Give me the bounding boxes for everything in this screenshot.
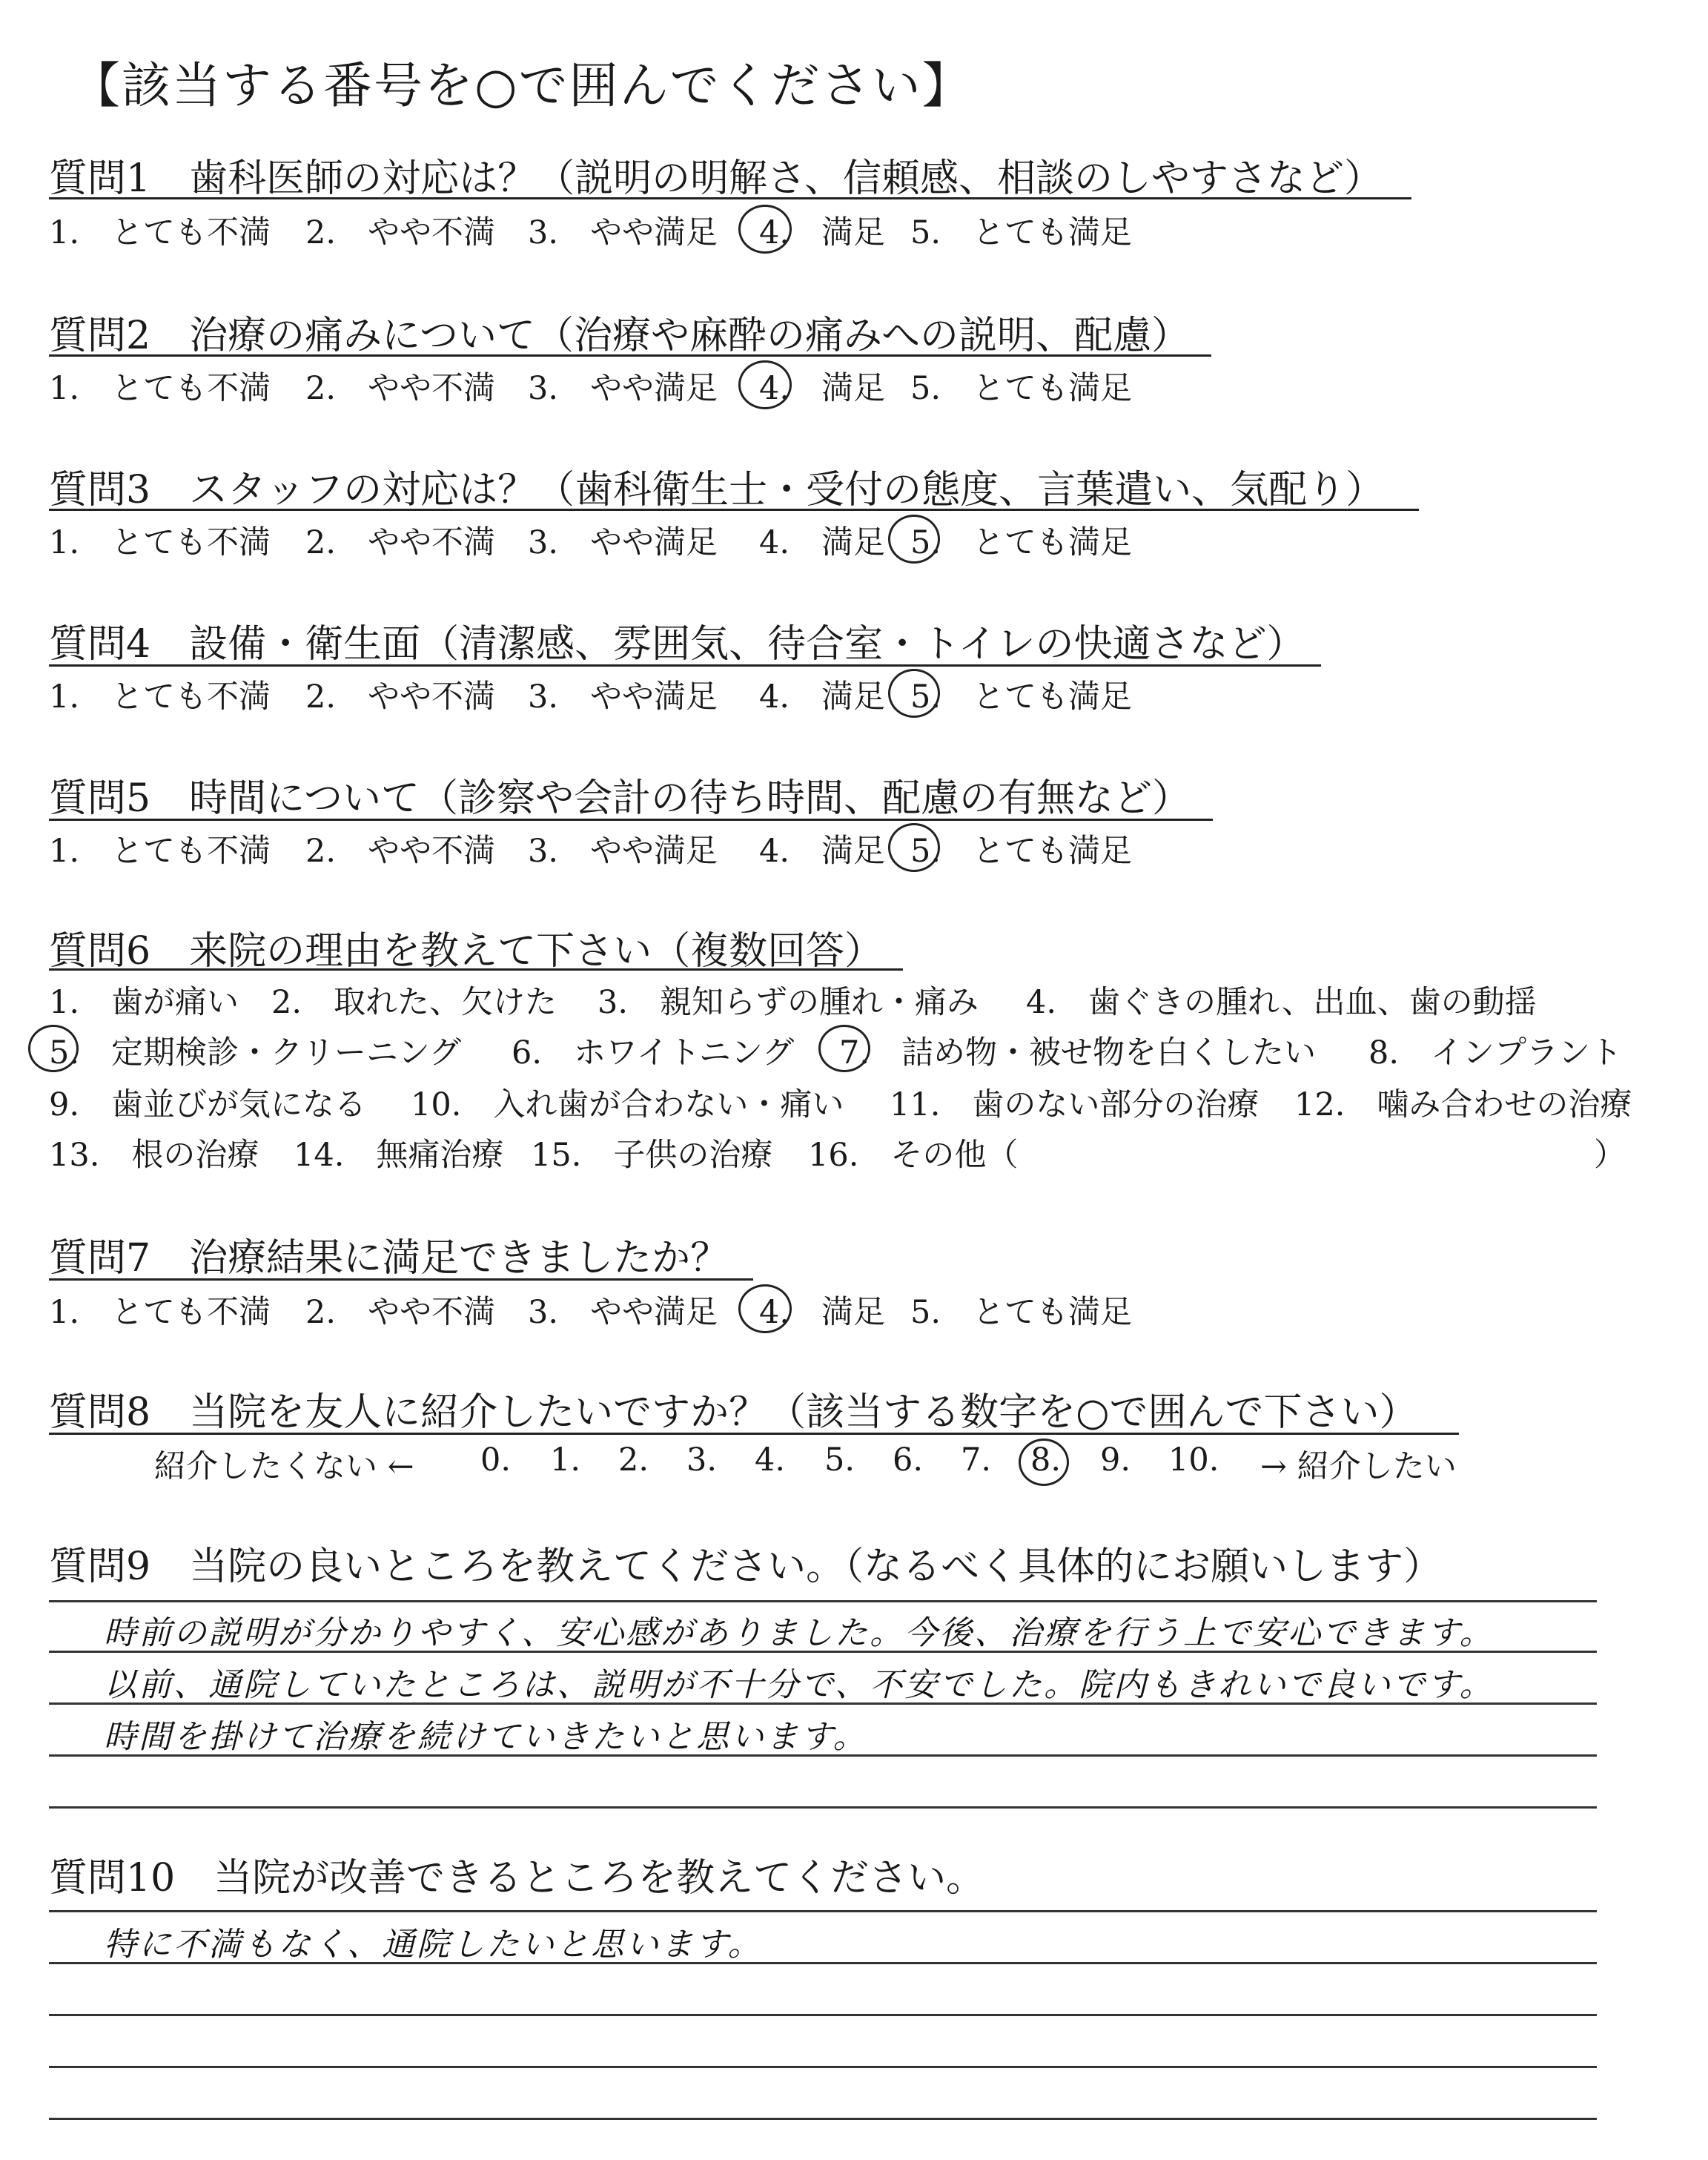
q3-option-3[interactable]: 3. やや満足	[528, 524, 718, 561]
q6-option-15[interactable]: 15. 子供の治療	[531, 1137, 773, 1174]
q8-left-label: 紹介したくない ←	[154, 1448, 414, 1485]
q7-option-5[interactable]: 5. とても満足	[910, 1294, 1133, 1331]
q4-option-2[interactable]: 2. やや不満	[305, 678, 496, 716]
q9-answer-line	[49, 1651, 1597, 1653]
q8-option-5[interactable]: 5.	[824, 1441, 855, 1479]
q8-option-7[interactable]: 7.	[961, 1441, 992, 1479]
q1-option-4[interactable]: 4. 満足	[759, 214, 886, 251]
q6-option-6[interactable]: 6. ホワイトニング	[512, 1034, 795, 1071]
question-7-underline	[49, 1278, 753, 1281]
q8-option-6[interactable]: 6.	[893, 1441, 924, 1479]
q6-option-1[interactable]: 1. 歯が痛い	[49, 984, 239, 1021]
q6-option-16[interactable]: 16. その他（	[808, 1137, 1019, 1174]
question-8-underline	[49, 1433, 1459, 1435]
q7-option-2[interactable]: 2. やや不満	[305, 1294, 496, 1331]
q10-answer-line	[49, 1962, 1597, 1964]
q2-option-5[interactable]: 5. とても満足	[910, 370, 1133, 407]
q8-option-1[interactable]: 1.	[550, 1441, 581, 1479]
q8-option-4[interactable]: 4.	[755, 1441, 786, 1479]
q5-option-2[interactable]: 2. やや不満	[305, 833, 496, 870]
q9-answer-line	[49, 1702, 1597, 1705]
q5-option-3[interactable]: 3. やや満足	[528, 833, 718, 870]
q3-option-1[interactable]: 1. とても不満	[49, 524, 271, 561]
q2-option-2[interactable]: 2. やや不満	[305, 370, 496, 407]
q7-option-1[interactable]: 1. とても不満	[49, 1294, 271, 1331]
q7-option-4[interactable]: 4. 満足	[759, 1294, 886, 1331]
q6-option-11[interactable]: 11. 歯のない部分の治療	[890, 1086, 1260, 1123]
q4-option-3[interactable]: 3. やや満足	[528, 678, 718, 716]
q10-answer-line	[49, 1910, 1597, 1912]
question-1-title: 質問1 歯科医師の対応は？（説明の明解さ、信頼感、相談のしやすさなど）	[49, 156, 1383, 201]
q4-option-1[interactable]: 1. とても不満	[49, 678, 271, 716]
q6-option-5[interactable]: 5. 定期検診・クリーニング	[49, 1034, 462, 1071]
q6-option-7[interactable]: 7. 詰め物・被せ物を白くしたい	[839, 1034, 1317, 1071]
q9-answer-line	[49, 1806, 1597, 1809]
q4-option-4[interactable]: 4. 満足	[759, 678, 886, 716]
question-7-title: 質問7 治療結果に満足できましたか？	[49, 1236, 729, 1281]
question-3-title: 質問3 スタッフの対応は？（歯科衛生士・受付の態度、言葉遣い、気配り）	[49, 468, 1385, 512]
question-3-underline	[49, 509, 1419, 511]
question-6-underline	[49, 968, 903, 971]
q1-option-1[interactable]: 1. とても不満	[49, 214, 271, 251]
q8-option-8[interactable]: 8.	[1030, 1441, 1062, 1479]
q2-option-3[interactable]: 3. やや満足	[528, 370, 718, 407]
q10-answer-line	[49, 2014, 1597, 2016]
q1-option-2[interactable]: 2. やや不満	[305, 214, 496, 251]
question-2-title: 質問2 治療の痛みについて（治療や麻酔の痛みへの説明、配慮）	[49, 314, 1191, 358]
q6-option-3[interactable]: 3. 親知らずの腫れ・痛み	[598, 984, 979, 1021]
q1-option-5[interactable]: 5. とても満足	[910, 214, 1133, 251]
q8-option-10[interactable]: 10.	[1168, 1441, 1219, 1479]
q2-option-4[interactable]: 4. 満足	[759, 370, 886, 407]
question-2-underline	[49, 354, 1211, 357]
q6-option-9[interactable]: 9. 歯並びが気になる	[49, 1086, 367, 1123]
q6-option-13[interactable]: 13. 根の治療	[49, 1137, 259, 1174]
page-heading: 【該当する番号を○で囲んでください】	[71, 57, 973, 114]
question-4-underline	[49, 664, 1321, 667]
q10-answer-line	[49, 2066, 1597, 2068]
question-4-title: 質問4 設備・衛生面（清潔感、雰囲気、待合室・トイレの快適さなど）	[49, 622, 1305, 667]
q5-option-4[interactable]: 4. 満足	[759, 833, 886, 870]
question-6-title: 質問6 来院の理由を教えて下さい（複数回答）	[49, 929, 884, 974]
question-9-title: 質問9 当院の良いところを教えてください。（なるべく具体的にお願いします）	[49, 1545, 1443, 1589]
q6-option-4[interactable]: 4. 歯ぐきの腫れ、出血、歯の動揺	[1026, 984, 1537, 1021]
q9-answer-line	[49, 1600, 1597, 1602]
q3-option-4[interactable]: 4. 満足	[759, 524, 886, 561]
q9-answer-line	[49, 1754, 1597, 1757]
q3-option-5[interactable]: 5. とても満足	[910, 524, 1133, 561]
q8-option-3[interactable]: 3.	[686, 1441, 718, 1479]
q6-option-2[interactable]: 2. 取れた、欠けた	[271, 984, 557, 1021]
q8-option-0[interactable]: 0.	[480, 1441, 512, 1479]
q8-option-2[interactable]: 2.	[618, 1441, 649, 1479]
question-10-title: 質問10 当院が改善できるところを教えてください。	[49, 1856, 985, 1900]
q2-option-1[interactable]: 1. とても不満	[49, 370, 271, 407]
q8-right-label: → 紹介したい	[1260, 1448, 1457, 1485]
question-1-underline	[49, 197, 1411, 199]
q7-option-3[interactable]: 3. やや満足	[528, 1294, 718, 1331]
q5-option-1[interactable]: 1. とても不満	[49, 833, 271, 870]
q8-option-9[interactable]: 9.	[1100, 1441, 1131, 1479]
q9-answer-text-3: 時間を掛けて治療を続けていきたいと思います。	[104, 1718, 868, 1756]
q6-option-8[interactable]: 8. インプラント	[1368, 1034, 1623, 1071]
q10-answer-line	[49, 2118, 1597, 2120]
q6-option-10[interactable]: 10. 入れ歯が合わない・痛い	[411, 1086, 844, 1123]
q6-option-14[interactable]: 14. 無痛治療	[294, 1137, 504, 1174]
q1-option-3[interactable]: 3. やや満足	[528, 214, 718, 251]
q10-answer-text-1: 特に不満もなく、通院したいと思います。	[104, 1926, 763, 1964]
q9-answer-text-2: 以前、通院していたところは、説明が不十分で、不安でした。院内もきれいで良いです。	[104, 1666, 1494, 1704]
q4-option-5[interactable]: 5. とても満足	[910, 678, 1133, 716]
q3-option-2[interactable]: 2. やや不満	[305, 524, 496, 561]
q9-answer-text-1: 時前の説明が分かりやすく、安心感がありました。今後、治療を行う上で安心できます。	[104, 1614, 1494, 1652]
question-5-title: 質問5 時間について（診察や会計の待ち時間、配慮の有無など）	[49, 776, 1191, 821]
q6-option-12[interactable]: 12. 噛み合わせの治療	[1294, 1086, 1632, 1123]
question-8-title: 質問8 当院を友人に紹介したいですか？（該当する数字を○で囲んで下さい）	[49, 1390, 1418, 1435]
q6-other-close-paren: ）	[1594, 1137, 1626, 1174]
q5-option-5[interactable]: 5. とても満足	[910, 833, 1133, 870]
question-5-underline	[49, 819, 1213, 821]
